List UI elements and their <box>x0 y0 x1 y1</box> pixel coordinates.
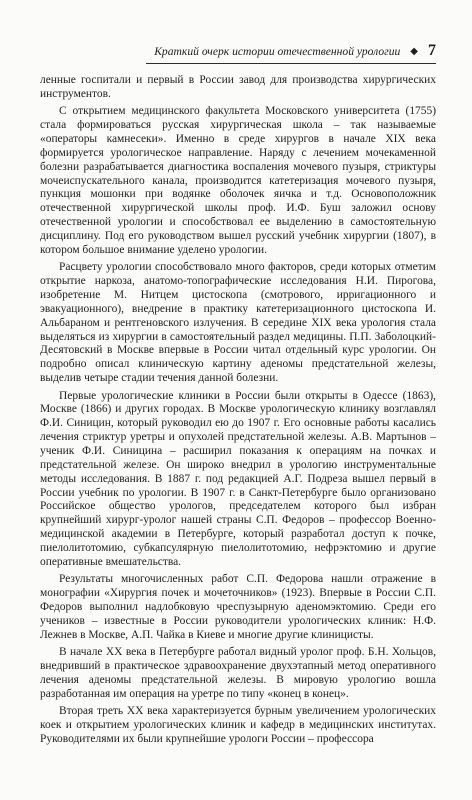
body-text <box>40 74 436 750</box>
running-header-title: Краткий очерк истории отечественной урологии <box>154 44 401 58</box>
paragraph-moscow-university: С открытием медицинского факультета Московского университета (1755) стала формироваться русская хирургическая школа – так называемые «операторы камнесеки». Именно в среде хирургов в начале XIX века формируется урологическое направление. Наряду с лечением мочекаменной болезни разрабатывается диагностика воспаления мочевого пузыря, стриктуры мочеиспускательного канала, производится катетеризация мочевого пузыря, пункция мошонки при водянке оболочек яичка и т.д. Основоположник отечественной хирургической школы проф. И.Ф. Буш заложил основу отечественной урологии и способствовал ее выделению в самостоятельную дисциплину. Под его руководством вышел русский учебник хирургии (1807), в котором большое внимание уделено урологии. <box>40 105 436 256</box>
paragraph-continuation: ленные госпитали и первый в России завод для производства хирургических инструментов. <box>40 74 436 100</box>
paragraph-holtsov: В начале XX века в Петербурге работал видный уролог проф. Б.Н. Хольцов, внедривший в практическое здравоохранение двухэтапный метод оперативного лечения аденомы предстательной железы. В мировую урологию вошла разработанная им операция на уретре по типу «конец в конец». <box>40 646 436 700</box>
paragraph-second-third-century: Вторая треть XX века характеризуется бурным увеличением урологических коек и открытием урологических клиник и кафедр в медицинских институтах. Руководителями их были крупнейшие урологи России – профессора <box>40 705 436 745</box>
paragraph-urology-development: Расцвету урологии способствовало много факторов, среди которых отметим открытие наркоза, анатомо-топографические исследования Н.И. Пирогова, изобретение М. Нитцем цистоскопа (смотрового, ирригационного и эвакуационного), внедрение в практику катетеризационного цистоскопа И. Альбараном и рентгеновского излучения. В середине XIX века урология стала выделяться из хирургии в самостоятельный раздел медицины. П.П. Заболоцкий-Десятовский в Москве впервые в России читал отдельный курс урологии. Он подробно описал клиническую картину аденомы предстательной железы, выделив четыре стадии течения данной болезни. <box>40 261 436 385</box>
page-number: 7 <box>428 42 436 59</box>
paragraph-first-clinics: Первые урологические клиники в России были открыты в Одессе (1863), Москве (1866) и других городах. В Москве урологическую клинику возглавлял Ф.И. Синицин, который руководил ею до 1907 г. Его основные работы касались лечения стриктур уретры и опухолей предстательной железы. А.В. Мартынов – ученик Ф.И. Синицина – расширил показания к операциям на почках и предстательной железе. Он широко внедрил в урологию инструментальные методы исследования. В 1887 г. под редакцией А.Г. Подреза вышел первый в России учебник по урологии. В 1907 г. в Санкт-Петербурге было организовано Российское общество урологов, председателем которого был избран крупнейший хирург-уролог нашей страны С.П. Федоров – профессор Военно-медицинской академии в Петербурге, который разработал доступ к почке, пиелолитотомию, субкапсулярную пиелолитотомию, нефрэктомию и другие оперативные вмешательства. <box>40 389 436 568</box>
paragraph-fedorov-results: Результаты многочисленных работ С.П. Федорова нашли отражение в монографии «Хирургия почек и мочеточников» (1923). Впервые в России С.П. Федоров выполнил надлобковую чреспузырную аденомэктомию. Среди его учеников – известные в России руководители урологических клиник: Н.Ф. Лежнев в Москве, А.П. Чайка в Киеве и многие другие клиницисты. <box>40 573 436 641</box>
header-rule <box>146 63 436 64</box>
diamond-ornament-icon: ◆ <box>410 45 418 57</box>
running-header <box>146 42 436 60</box>
